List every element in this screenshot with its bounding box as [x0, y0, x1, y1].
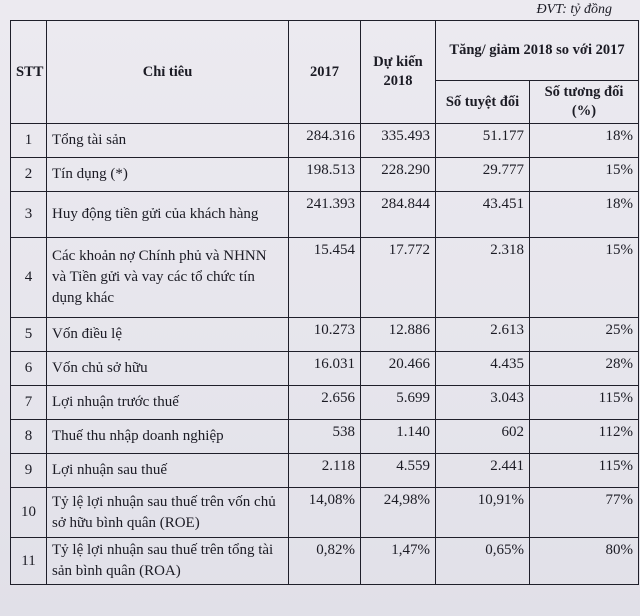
row-value-2017: 0,82% — [289, 538, 361, 585]
row-name: Lợi nhuận trước thuế — [47, 386, 289, 420]
header-relative: Số tương đối (%) — [530, 81, 639, 124]
row-value-2018: 228.290 — [361, 158, 436, 192]
financial-table — [10, 20, 639, 585]
row-relative-change: 115% — [530, 386, 639, 420]
row-relative-change: 115% — [530, 454, 639, 488]
row-name: Vốn chủ sở hữu — [47, 352, 289, 386]
row-name: Tín dụng (*) — [47, 158, 289, 192]
row-value-2018: 1,47% — [361, 538, 436, 585]
row-stt: 6 — [11, 352, 47, 386]
row-value-2018: 284.844 — [361, 192, 436, 238]
unit-note: ĐVT: tỷ đồng — [536, 2, 612, 17]
row-absolute-change: 10,91% — [436, 488, 530, 538]
row-value-2017: 15.454 — [289, 238, 361, 318]
row-value-2017: 10.273 — [289, 318, 361, 352]
row-name: Các khoản nợ Chính phủ và NHNN và Tiền gửi và vay các tổ chức tín dụng khác — [47, 238, 289, 318]
header-absolute: Số tuyệt đối — [436, 81, 530, 124]
row-stt: 8 — [11, 420, 47, 454]
row-absolute-change: 0,65% — [436, 538, 530, 585]
row-value-2018: 335.493 — [361, 124, 436, 158]
header-chi-tieu: Chỉ tiêu — [47, 21, 289, 124]
row-relative-change: 25% — [530, 318, 639, 352]
table-row — [11, 454, 639, 488]
row-stt: 4 — [11, 238, 47, 318]
row-value-2018: 20.466 — [361, 352, 436, 386]
row-value-2017: 16.031 — [289, 352, 361, 386]
row-value-2018: 5.699 — [361, 386, 436, 420]
row-stt: 5 — [11, 318, 47, 352]
table-row — [11, 352, 639, 386]
table-row — [11, 420, 639, 454]
row-stt: 2 — [11, 158, 47, 192]
table-row — [11, 158, 639, 192]
table-row — [11, 488, 639, 538]
table-row — [11, 238, 639, 318]
table-row — [11, 124, 639, 158]
row-value-2017: 2.118 — [289, 454, 361, 488]
row-absolute-change: 2.613 — [436, 318, 530, 352]
row-name: Tổng tài sản — [47, 124, 289, 158]
table-row — [11, 192, 639, 238]
row-relative-change: 15% — [530, 158, 639, 192]
row-stt: 3 — [11, 192, 47, 238]
row-value-2017: 198.513 — [289, 158, 361, 192]
table-body — [11, 124, 639, 585]
row-value-2018: 12.886 — [361, 318, 436, 352]
header-2018: Dự kiến 2018 — [361, 21, 436, 124]
row-name: Vốn điều lệ — [47, 318, 289, 352]
row-absolute-change: 43.451 — [436, 192, 530, 238]
row-absolute-change: 2.318 — [436, 238, 530, 318]
row-value-2017: 284.316 — [289, 124, 361, 158]
row-stt: 11 — [11, 538, 47, 585]
table-row — [11, 318, 639, 352]
row-absolute-change: 29.777 — [436, 158, 530, 192]
row-relative-change: 28% — [530, 352, 639, 386]
table-row — [11, 386, 639, 420]
row-name: Huy động tiền gửi của khách hàng — [47, 192, 289, 238]
table-row — [11, 538, 639, 585]
header-change-group: Tăng/ giảm 2018 so với 2017 — [436, 21, 639, 81]
row-absolute-change: 2.441 — [436, 454, 530, 488]
header-2017: 2017 — [289, 21, 361, 124]
row-relative-change: 80% — [530, 538, 639, 585]
row-value-2018: 4.559 — [361, 454, 436, 488]
row-absolute-change: 3.043 — [436, 386, 530, 420]
row-value-2017: 2.656 — [289, 386, 361, 420]
row-value-2018: 1.140 — [361, 420, 436, 454]
row-stt: 1 — [11, 124, 47, 158]
row-name: Lợi nhuận sau thuế — [47, 454, 289, 488]
row-relative-change: 18% — [530, 192, 639, 238]
row-absolute-change: 4.435 — [436, 352, 530, 386]
row-value-2018: 17.772 — [361, 238, 436, 318]
row-value-2018: 24,98% — [361, 488, 436, 538]
row-absolute-change: 51.177 — [436, 124, 530, 158]
row-name: Thuế thu nhập doanh nghiệp — [47, 420, 289, 454]
row-name: Tỷ lệ lợi nhuận sau thuế trên vốn chủ sở hữu bình quân (ROE) — [47, 488, 289, 538]
row-relative-change: 15% — [530, 238, 639, 318]
row-name: Tỷ lệ lợi nhuận sau thuế trên tổng tài sản bình quân (ROA) — [47, 538, 289, 585]
row-stt: 9 — [11, 454, 47, 488]
row-relative-change: 77% — [530, 488, 639, 538]
row-absolute-change: 602 — [436, 420, 530, 454]
row-value-2017: 14,08% — [289, 488, 361, 538]
header-stt: STT — [11, 21, 47, 124]
row-relative-change: 112% — [530, 420, 639, 454]
row-value-2017: 241.393 — [289, 192, 361, 238]
row-value-2017: 538 — [289, 420, 361, 454]
row-relative-change: 18% — [530, 124, 639, 158]
row-stt: 7 — [11, 386, 47, 420]
row-stt: 10 — [11, 488, 47, 538]
